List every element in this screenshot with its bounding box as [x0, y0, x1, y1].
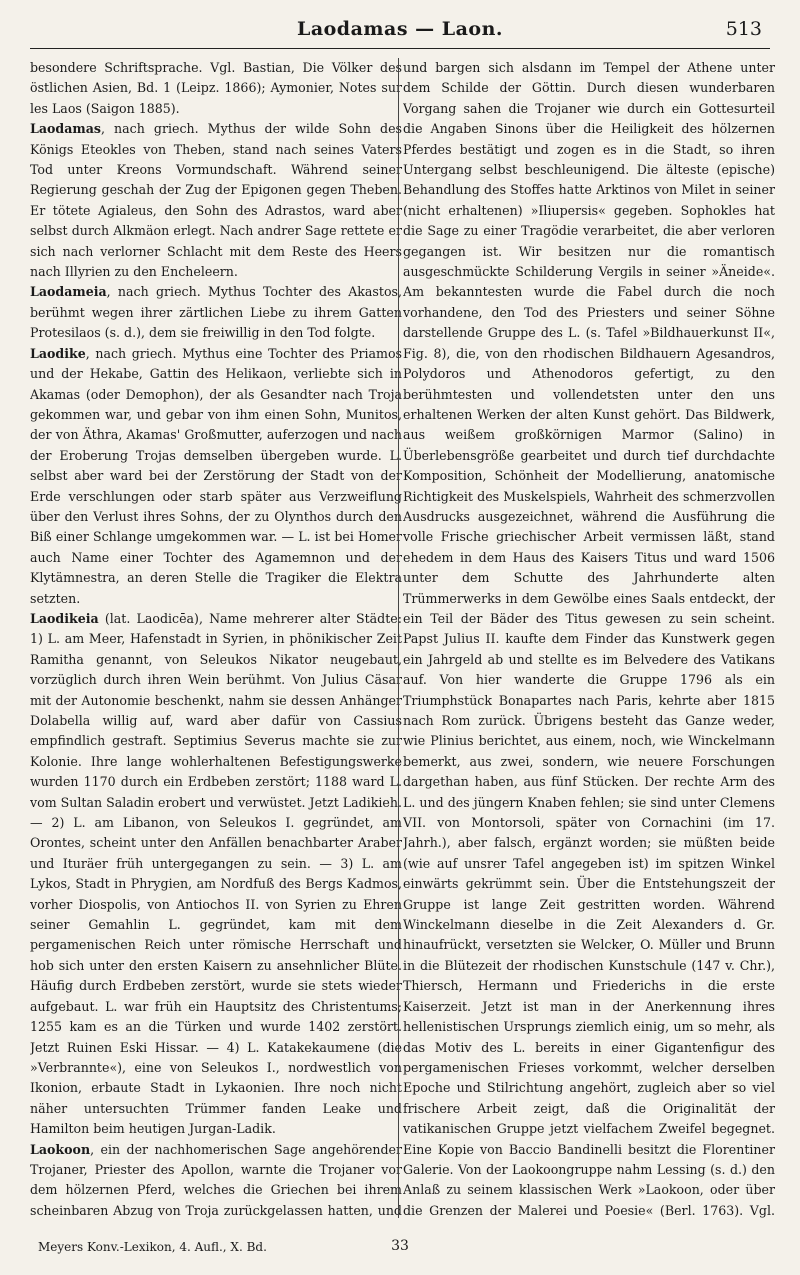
- header-rule: [30, 48, 770, 49]
- entry: [30, 282, 402, 343]
- left-column: [30, 58, 402, 1218]
- imprint-line: Meyers Konv.-Lexikon, 4. Aufl., X. Bd.: [38, 1240, 267, 1254]
- entry: [30, 119, 402, 282]
- entry: [30, 58, 402, 119]
- entry-text: , nach griech. Mythus eine Tochter des Priamos und der Hekabe, Gattin des Helikaon, verliebte sich in Akamas (oder Demophon), der als Gesandter nach Troja gekommen war, und gebar von ihm einen Sohn, Munitos, der von Äthra, Akamas' Großmutter, auferzogen und nach der Eroberung Trojas demselben übergeben wurde. L. selbst aber ward bei der Zerstörung der Stadt von der Erde verschlungen oder starb später aus Verzweiflung über den Verlust ihres Sohns, der zu Olynthos durch den Biß einer Schlange umgekommen war. — L. ist bei Homer auch Name einer Tochter des Agamemnon und der Klytämnestra, an deren Stelle die Tragiker die Elektra setzten.: [30, 345, 402, 606]
- entry: [403, 58, 775, 1218]
- entry-lemma: Laokoon: [30, 1141, 91, 1157]
- entry-lemma: Laodikeia: [30, 610, 99, 626]
- entry-lemma: Laodameia: [30, 284, 107, 300]
- entry-text: , ein der nachhomerischen Sage angehörender Trojaner, Priester des Apollon, warnte die Trojaner vor dem hölzernen Pferd, welches die Griechen bei ihrem scheinbaren Abzug von Troja zurückgelassen hatten, und: [30, 1141, 402, 1218]
- column-divider: [398, 58, 399, 1218]
- running-title: Laodamas — Laon.: [296, 18, 504, 40]
- entry-lemma: Laodike: [30, 345, 86, 361]
- entry-text: , nach griech. Mythus der wilde Sohn des Königs Eteokles von Theben, stand nach seines Vaters Tod unter Kreons Vormundschaft. Während seiner Regierung geschah der Zug der Epigonen gegen Theben. Er tötete Agialeus, den Sohn des Adrastos, ward aber selbst durch Alkmäon erlegt. Nach andrer Sage rettete er sich nach verlorner Schlacht mit dem Reste des Heers nach Illyrien zu den Encheleern.: [30, 121, 402, 280]
- signature-mark: 33: [391, 1238, 409, 1254]
- entry-text: besondere Schriftsprache. Vgl. Bastian, Die Völker des östlichen Asien, Bd. 1 (Leipz. 1866); Aymonier, Notes sur les Laos (Saigon 1885).: [30, 60, 402, 116]
- entry: [30, 609, 402, 1140]
- entry-text: und bargen sich alsdann im Tempel der Athene unter dem Schilde der Göttin. Durch diesen wunderbaren Vorgang sahen die Trojaner wie durch ein Gottesurteil die Angaben Sinons über die Heiligkeit des hölzernen Pferdes bestätigt und zogen es in die Stadt, so ihren Untergang selbst beschleunigend. Die älteste (epische) Behandlung des Stoffes hatte Arktinos von Milet in seiner (nicht erhaltenen) »Iliupersis« gegeben. Sophokles hat die Sage zu einer Tragödie verarbeitet, die aber verloren gegangen ist. Wir besitzen nur die romantisch ausgeschmückte Schilderung Vergils in seiner »Äneide«. Am bekanntesten wurde die Fabel durch die noch vorhandene, den Tod des Priesters und seiner Söhne darstellende Gruppe des L. (s. Tafel »Bildhauerkunst II«, Fig. 8), die, von den rhodischen Bildhauern Agesandros, Polydoros und Athenodoros gefertigt, zu den berühmtesten und vollendetsten unter den uns erhaltenen Werken der alten Kunst gehört. Das Bildwerk, aus weißem großkörnigen Marmor (Salino) in Überlebensgröße gearbeitet und durch tief durchdachte Komposition, Schönheit der Modellierung, anatomische Richtigkeit des Muskelspiels, Wahrheit des schmerzvollen Ausdrucks ausgezeichnet, während die Ausführung die volle Frische griechischer Arbeit vermissen läßt, stand ehedem in dem Haus des Kaisers Titus und ward 1506 unter dem Schutte des Jahrhunderte alten Trümmerwerks in dem Gewölbe eines Saals entdeckt, der ein Teil der Bäder des Titus gewesen zu sein scheint. Papst Julius II. kaufte dem Finder das Kunstwerk gegen ein Jahrgeld ab und stellte es im Belvedere des Vatikans auf. Von hier wanderte die Gruppe 1796 als ein Triumphstück Bonapartes nach Paris, kehrte aber 1815 nach Rom zurück. Übrigens besteht das Ganze weder, wie Plinius berichtet, aus einem, noch, wie Winckelmann bemerkt, aus zwei, sondern, wie neuere Forschungen dargethan haben, aus fünf Stücken. Der rechte Arm des L. und des jüngern Knaben fehlen; sie sind unter Clemens VII. von Montorsoli, später von Cornachini (im 17. Jahrh.), aber falsch, ergänzt worden; sie müßten beide (wie auf unsrer Tafel angegeben ist) im spitzen Winkel einwärts gekrümmt sein. Über die Entstehungszeit der Gruppe ist lange Zeit gestritten worden. Während Winckelmann dieselbe in die Zeit Alexanders d. Gr. hinaufrückt, versetzten sie Welcker, O. Müller und Brunn in die Blütezeit der rhodischen Kunstschule (147 v. Chr.), Thiersch, Hermann und Friederichs in die erste Kaiserzeit. Jetzt ist man in der Anerkennung ihres hellenistischen Ursprungs ziemlich einig, um so mehr, als das Motiv des L. bereits in einer Gigantenfigur des pergamenischen Frieses vorkommt, welcher derselben Epoche und Stilrichtung angehört, zugleich aber so viel frischere Arbeit zeigt, daß die Originalität der vatikanischen Gruppe jetzt vielfachem Zweifel begegnet. Eine Kopie von Baccio Bandinelli besitzt die Florentiner Galerie. Von der Laokoongruppe nahm Lessing (s. d.) den Anlaß zu seinem klassischen Werk »Laokoon, oder über die Grenzen der Malerei und Poesie« (Berl. 1763). Vgl.: [403, 60, 775, 1218]
- entry: [30, 1140, 402, 1218]
- entry-lemma: Laodamas: [30, 121, 101, 137]
- entry: [30, 344, 402, 609]
- page-header: [30, 14, 770, 48]
- right-column: [403, 58, 775, 1218]
- page-footer: [30, 1238, 770, 1262]
- page-number: 513: [725, 18, 762, 40]
- entry-text: (lat. Laodicēa), Name mehrerer alter Städte: 1) L. am Meer, Hafenstadt in Syrien, in phönikischer Zeit Ramitha genannt, von Seleukos Nikator neugebaut, vorzüglich durch ihren Wein berühmt. Von Julius Cäsar mit der Autonomie beschenkt, nahm sie dessen Anhänger Dolabella willig auf, ward aber dafür von Cassius empfindlich gestraft. Septimius Severus machte sie zur Kolonie. Ihre lange wohlerhaltenen Befestigungswerke wurden 1170 durch ein Erdbeben zerstört; 1188 ward L. vom Sultan Saladin erobert und verwüstet. Jetzt Ladikieh. — 2) L. am Libanon, von Seleukos I. gegründet, am Orontes, scheint unter den Anfällen benachbarter Araber und Ituräer früh untergegangen zu sein. — 3) L. am Lykos, Stadt in Phrygien, am Nordfuß des Bergs Kadmos, vorher Diospolis, von Antiochos II. von Syrien zu Ehren seiner Gemahlin L. gegründet, kam mit dem pergamenischen Reich unter römische Herrschaft und hob sich unter den ersten Kaisern zu ansehnlicher Blüte. Häufig durch Erdbeben zerstört, wurde sie stets wieder aufgebaut. L. war früh ein Hauptsitz des Christentums; 1255 kam es an die Türken und wurde 1402 zerstört. Jetzt Ruinen Eski Hissar. — 4) L. Katakekaumene (die »Verbrannte«), eine von Seleukos I., nordwestlich von Ikonion, erbaute Stadt in Lykaonien. Ihre noch nicht näher untersuchten Trümmer fanden Leake und Hamilton beim heutigen Jurgan-Ladik.: [30, 610, 402, 1137]
- entry-text: , nach griech. Mythus Tochter des Akastos, berühmt wegen ihrer zärtlichen Liebe zu ihrem Gatten Protesilaos (s. d.), dem sie freiwillig in den Tod folgte.: [30, 284, 402, 341]
